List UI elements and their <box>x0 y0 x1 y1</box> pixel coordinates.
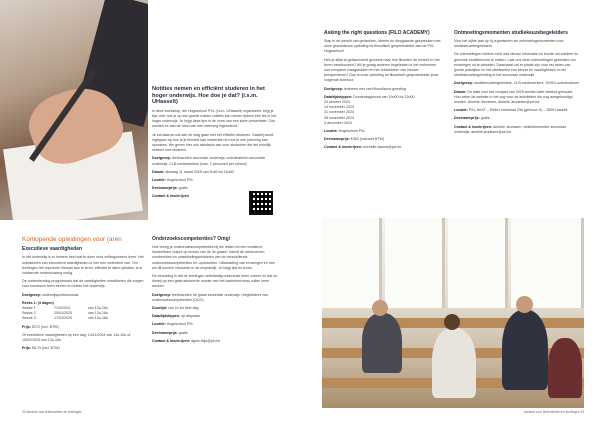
filo-date: 24 oktober 2024 <box>324 100 350 105</box>
ontmoeting-body-1: Voor het vijfde jaar op rij organiseren we ontmoetingsmomenten voor studiekeuzebegeleiders. <box>454 39 564 49</box>
ontmoeting-deelname-value: gratis <box>480 116 490 121</box>
photo-head-shape <box>444 314 460 330</box>
filo-section <box>324 30 442 154</box>
filo-doelgroep-label: Doelgroep: <box>324 86 343 91</box>
onderzoek-deelname-value: gratis <box>178 330 188 335</box>
ontmoeting-doelgroep-value: studiekeuzebegeleiders, CLB-medewerkers, SOHO-coördinatoren <box>473 81 580 86</box>
left-footer <box>22 410 82 414</box>
onderzoek-doelgroep-value: leerkrachten 3e graad secundair onderwijs / begeleiders van onderzoekscompetenties (OCO) <box>152 292 269 302</box>
photo-person-shape <box>548 338 582 398</box>
filo-contact <box>324 145 442 150</box>
session-name: Sessie 1 <box>22 306 36 311</box>
photo-head-shape <box>372 300 388 316</box>
filo-deelname-label: Deelnameprijs: <box>324 137 350 142</box>
ontmoeting-doelgroep <box>454 81 580 86</box>
notities-doelgroep-value: leerkrachten secundair onderwijs, coördinatoren secundair onderwijs, CLB-medewerkers (max. 2 personen per school) <box>152 156 266 166</box>
filo-date: 21 november 2024 <box>324 110 354 115</box>
filo-body-1: Stap in de wereld van gedachten, ideeën en diepgaande gesprekken met onze gloednieuwe opleiding tot filosofisch gespreksleider aan de PXL Hogeschool! <box>324 39 441 54</box>
notities-doelgroep <box>152 156 278 166</box>
session-name: Sessie 2 <box>22 311 36 316</box>
filo-date: 14 november 2024 <box>324 105 354 110</box>
filo-locatie <box>324 129 442 134</box>
ontmoeting-body-2: De ontmoetingen hebben heel wat nieuwe informatie en kunde om solidere en gezonde studiekeuzes te maken. Laat ons deze ontmoetingen gebruiken om ervaringen uit te wisselen. Daarnaast zal er plaats zijn voor het delen van goede praktijken en het uitwisselen van kennis en vaardigheden in het studiekeuzebegeleiding in het secundair onderwijs. <box>454 52 579 78</box>
photo-window-shape <box>385 218 445 308</box>
filo-deelname-value: €363 (inclusief BTW) <box>350 137 385 142</box>
onderzoek-duurtijd-value: van 2u tot hele dag <box>167 306 199 311</box>
onderzoek-datum-label: Data/tijdstippen: <box>152 314 181 319</box>
qr-code-icon[interactable] <box>249 191 273 215</box>
ontmoeting-contact-value[interactable]: Annelie Jeurissen, relatiebeheerder secundair onderwijs, annelie.jeurissen@pxl.be <box>454 124 567 134</box>
kortlopende-doelgroep-label: Doelgroep: <box>22 292 41 297</box>
kortlopende-body-2: De ondersteuning programma's dat de vaardigheden ontwikkelen die zorgen voor succesvol leren binnen en buiten het onderwijs. <box>22 279 144 289</box>
ontmoeting-locatie-label: Locatie: <box>454 108 468 113</box>
ontmoeting-doelgroep-label: Doelgroep: <box>454 81 473 86</box>
onderzoek-body-2: De bedoeling is dat de leerlingen zelfstandig onderzoek leren voeren en dat ze hierbij op een gestructureerde manier van het bachelorniveau zullen leren werken. <box>152 274 278 289</box>
ontmoeting-section <box>454 30 580 138</box>
session-time: van 13u-16u <box>88 316 108 321</box>
left-footer-text: Aanbod voor leerkrachten en leerlingen <box>26 410 82 414</box>
kortlopende-reeks: Reeks 1: (3 dagen) <box>22 300 54 305</box>
onderzoek-locatie-value: Hogeschool PXL <box>166 322 194 327</box>
photo-window-shape <box>448 218 508 308</box>
notities-deelname-label: Deelnameprijs: <box>152 186 178 191</box>
notities-body-1: In deze workshop, die Hogeschool PXL (i.s.m. UHasselt) organiseert, krijg je tips over hoe je op een goede manier notities kan nemen tijdens een les in het hoger onderwijs. Je krijgt deze tips in de vorm van een korte presentatie. Ook worden ze aan de hand van een oefening ingeoefend. <box>152 108 277 129</box>
filo-data-label: Data/tijdstippen: <box>324 94 353 99</box>
notities-deelname-value: gratis <box>178 186 188 191</box>
onderzoek-deelname-label: Deelnameprijs: <box>152 330 178 335</box>
kortlopende-doelgroep-value: onderwijsprofessionals <box>41 292 79 297</box>
right-footer-text: Aanbod voor leerkrachten en leerlingen <box>523 410 580 414</box>
notities-datum <box>152 170 278 175</box>
onderzoek-contact-email[interactable]: agnis.thijs@pxl.be <box>191 338 221 343</box>
ontmoeting-locatie-value: PXL-NeXT – Elfde-Liniestraat 23a (gebouw D) – 3500 Hasselt <box>468 108 568 113</box>
ontmoeting-datum-label: Datum: <box>454 89 467 94</box>
kortlopende-prijs <box>22 325 144 330</box>
kortlopende-extra: Of executieve vaardigheden op een dag: 14/11/2024 van 13u-16u of 19/02/2025 van 13u-16u <box>22 332 131 343</box>
ontmoeting-contact-label: Contact & inschrijven: <box>454 124 493 129</box>
photo-person-shape <box>362 313 402 373</box>
photo-window-shape <box>511 218 584 308</box>
right-page-number: 33 <box>580 410 584 414</box>
onderzoek-contact <box>152 339 278 344</box>
kortlopende-prijs2-label: Prijs: <box>22 346 31 351</box>
ontmoeting-deelname <box>454 116 580 121</box>
photo-students-auditorium <box>322 218 584 408</box>
onderzoek-section <box>152 236 278 347</box>
kortlopende-heading: Kortlopende opleidingen voor (aren <box>22 236 122 243</box>
right-footer <box>524 410 584 414</box>
notities-locatie <box>152 178 278 183</box>
kortlopende-prijs2-value: €8,79 (incl. BTW) <box>32 346 60 351</box>
filo-date: 28 november 2024 <box>324 115 354 120</box>
filo-data-intro: Donderdagavond van 19u00 tot 22u00 <box>353 94 415 99</box>
ontmoeting-contact <box>454 125 580 135</box>
kortlopende-prijs2 <box>22 346 144 351</box>
notities-datum-label: Datum: <box>152 169 165 174</box>
left-page-number: 32 <box>22 410 26 414</box>
kortlopende-title: Executieve vaardigheden <box>22 246 83 253</box>
session-time: van 13u-16u <box>88 311 108 316</box>
ontmoeting-datum-value: De data voor het voorjaar van 2025 worden later bekend gemaakt. Hou zeker de website in het oog voor de activiteiten die nog aangekondigd worden. Annelie Jeurissen, Annelie.Jeurissen@pxl.be. <box>454 89 574 105</box>
notities-section <box>152 86 278 203</box>
ontmoeting-locatie <box>454 108 580 113</box>
ontmoeting-title: Ontmoetingsmomenten studiekeuzebegeleiders <box>454 30 568 36</box>
onderzoek-doelgroep <box>152 293 278 303</box>
kortlopende-prijs-value: €272 (incl. BTW) <box>32 324 59 329</box>
ontmoeting-deelname-label: Deelnameprijs: <box>454 116 480 121</box>
notities-body-2: Je zal daarna ook aan de slag gaan met het efficiënt studeren. Daarbij wordt ingegaan op hoe je je leerstof kan verwerken en hoe je een planning kan opmaken. We geven hier ook aandacht aan voor studenten die het moeilijk hebben met studeren. <box>152 132 274 153</box>
photo-person-shape <box>432 328 476 398</box>
notities-title: Notities nemen en efficiënt studeren in het hoger onderwijs. Hoe doe je dat? (i.s.m. UHasselt) <box>152 86 265 106</box>
session-row <box>22 316 144 321</box>
filo-locatie-label: Locatie: <box>324 129 338 134</box>
kortlopende-doelgroep <box>22 293 144 298</box>
session-date: 7/10/2024 <box>54 306 70 311</box>
filo-body-2: Heb je altijd al gefascineerd geweest naar hoe filosofen de wereld en het leven beschouwen? Wil je graag anderen begeleiden in het verkennen van complexe vraagstukken en het ontwikkelen van nieuwe perspectieven? Dan is onze opleiding tot filosofisch gespreksleider jouw volgende avontuur. <box>324 57 440 83</box>
filo-deelname <box>324 137 442 142</box>
notities-contact-link[interactable]: Contact & inschrijven <box>152 194 189 199</box>
onderzoek-locatie <box>152 322 278 327</box>
notities-locatie-label: Locatie: <box>152 178 166 183</box>
filo-doelgroep-value: iedereen met veel filosofische goesting <box>343 86 406 91</box>
ontmoeting-datum <box>454 90 580 106</box>
kortlopende-prijs-label: Prijs: <box>22 324 31 329</box>
session-name: Sessie 3 <box>22 316 36 321</box>
photo-person-shape <box>502 310 548 390</box>
session-time: van 13u-16u <box>88 306 108 311</box>
onderzoek-body-1: Hoe breng je onderzoekscompetenties bij die leiden tot een creatieve, hanteerbare output op niveau van de 3e graad? Vanuit de werkvormen, voorbeelden en ontwikkelingsmiddelen van de verschillende onderzoekscompetenties en -opdrachten. Uitwisseling van ervaringen en hoe we dit kunnen inbouwen in de lespraktijk. Je krijgt tips en tricks. <box>152 245 275 270</box>
photo-window-shape <box>322 218 382 308</box>
filo-locatie-value: Hogeschool PXL <box>338 129 366 134</box>
session-date: 17/04/2025 <box>54 316 72 321</box>
notities-datum-value: dinsdag 11 maart 2025 van 9u30 tot 14u00 <box>165 169 234 174</box>
notities-locatie-value: Hogeschool PXL <box>166 178 194 183</box>
onderzoek-datum-value: op afspraak <box>181 314 200 319</box>
onderzoek-locatie-label: Locatie: <box>152 322 166 327</box>
onderzoek-datum <box>152 314 278 319</box>
onderzoek-title: Onderzoekscompetenties? Omg! <box>152 236 231 242</box>
onderzoek-doelgroep-label: Doelgroep: <box>152 292 171 297</box>
filo-contact-label: Contact & inschrijven: <box>324 145 363 150</box>
kortlopende-section <box>22 236 144 354</box>
session-date: 20/01/2025 <box>54 311 72 316</box>
filo-date: 5 december 2024 <box>324 120 352 125</box>
onderzoek-duurtijd-label: Duurtijd: <box>152 306 167 311</box>
notities-doelgroep-label: Doelgroep: <box>152 156 171 161</box>
onderzoek-deelname <box>152 331 278 336</box>
photo-writing-hand <box>0 0 148 220</box>
photo-head-shape <box>516 296 533 313</box>
filo-doelgroep <box>324 87 442 92</box>
kortlopende-body-1: In het onderwijs is er immers heel wat te doen rond zelfregulerend leren. Het ontwikkelen van executieve vaardigheden is hier een onderdeel van. Om leerlingen het repertoire hiervan aan te leren, effectief te laten ophalen, is er voldoende onderbouwing nodig. <box>22 255 144 276</box>
onderzoek-contact-label: Contact & inschrijven: <box>152 338 191 343</box>
filo-title: Asking the right questions (FILO ACADEMY) <box>324 30 430 36</box>
filo-contact-email[interactable]: michelle.daems@pxl.be <box>363 145 402 150</box>
onderzoek-duurtijd <box>152 306 278 311</box>
